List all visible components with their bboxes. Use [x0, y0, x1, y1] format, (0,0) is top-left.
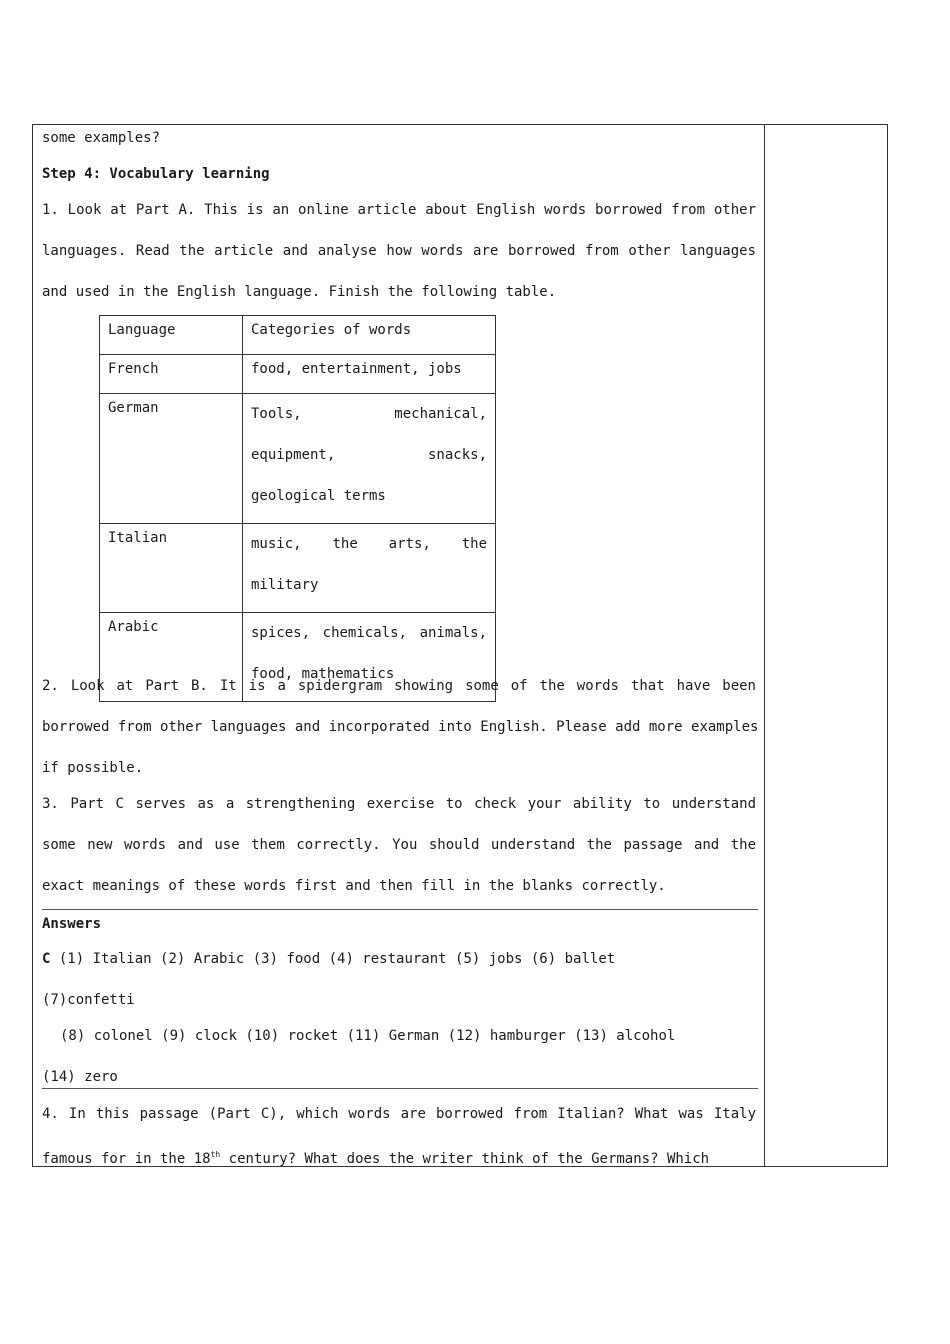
- row-words: food, entertainment, jobs: [243, 355, 496, 394]
- table-row: [100, 524, 496, 613]
- header-categories: Categories of words: [243, 316, 496, 355]
- item4-line2: [42, 1145, 756, 1169]
- item2-line1: 2. Look at Part B. It is a spidergram showing some of the words that have been: [42, 678, 756, 694]
- row-words: spices, chemicals, animals, food, mathematics: [243, 613, 496, 702]
- table-header-row: [100, 316, 496, 355]
- step4-heading: Step 4: Vocabulary learning: [42, 166, 270, 182]
- table-row: [100, 394, 496, 524]
- row-language: Arabic: [100, 613, 243, 702]
- answers-line3: (8) colonel (9) clock (10) rocket (11) German (12) hamburger (13) alcohol: [60, 1028, 676, 1044]
- item2-line3: if possible.: [42, 760, 144, 776]
- categories-table: [99, 315, 496, 702]
- item3-line3: exact meanings of these words first and then fill in the blanks correctly.: [42, 878, 666, 894]
- row-words: music, the arts, the military: [243, 524, 496, 613]
- item3-line2: some new words and use them correctly. You should understand the passage and the: [42, 837, 756, 853]
- item4-line2-a: famous for in the 18: [42, 1151, 211, 1167]
- table-row: [100, 355, 496, 394]
- item1-line3: and used in the English language. Finish the following table.: [42, 284, 557, 300]
- answers-line4: (14) zero: [42, 1069, 118, 1085]
- header-language: Language: [100, 316, 243, 355]
- answers-line1-text: (1) Italian (2) Arabic (3) food (4) restaurant (5) jobs (6) ballet: [58, 951, 616, 967]
- intro-tail: some examples?: [42, 130, 161, 146]
- answers-line2: (7)confetti: [42, 992, 135, 1008]
- item4-line1: 4. In this passage (Part C), which words are borrowed from Italian? What was Italy: [42, 1106, 756, 1122]
- row-language: German: [100, 394, 243, 524]
- answers-top-rule: [42, 909, 758, 910]
- row-words: Tools, mechanical, equipment, snacks, geological terms: [243, 394, 496, 524]
- item1-line2: languages. Read the article and analyse how words are borrowed from other languages: [42, 243, 756, 259]
- row-language: French: [100, 355, 243, 394]
- answers-line1: [42, 949, 756, 969]
- item4-line2-b: century? What does the writer think of the Germans? Which: [220, 1151, 710, 1167]
- answers-part-letter: C: [42, 951, 51, 967]
- answers-bottom-rule: [42, 1088, 758, 1089]
- row-language: Italian: [100, 524, 243, 613]
- item3-line1: 3. Part C serves as a strengthening exercise to check your ability to understand: [42, 796, 756, 812]
- notes-column-divider: [764, 124, 765, 1167]
- item1-line1: 1. Look at Part A. This is an online article about English words borrowed from other: [42, 202, 756, 218]
- item2-line2: borrowed from other languages and incorporated into English. Please add more examples: [42, 719, 759, 735]
- ordinal-suffix: th: [210, 1150, 221, 1159]
- answers-heading: Answers: [42, 916, 102, 932]
